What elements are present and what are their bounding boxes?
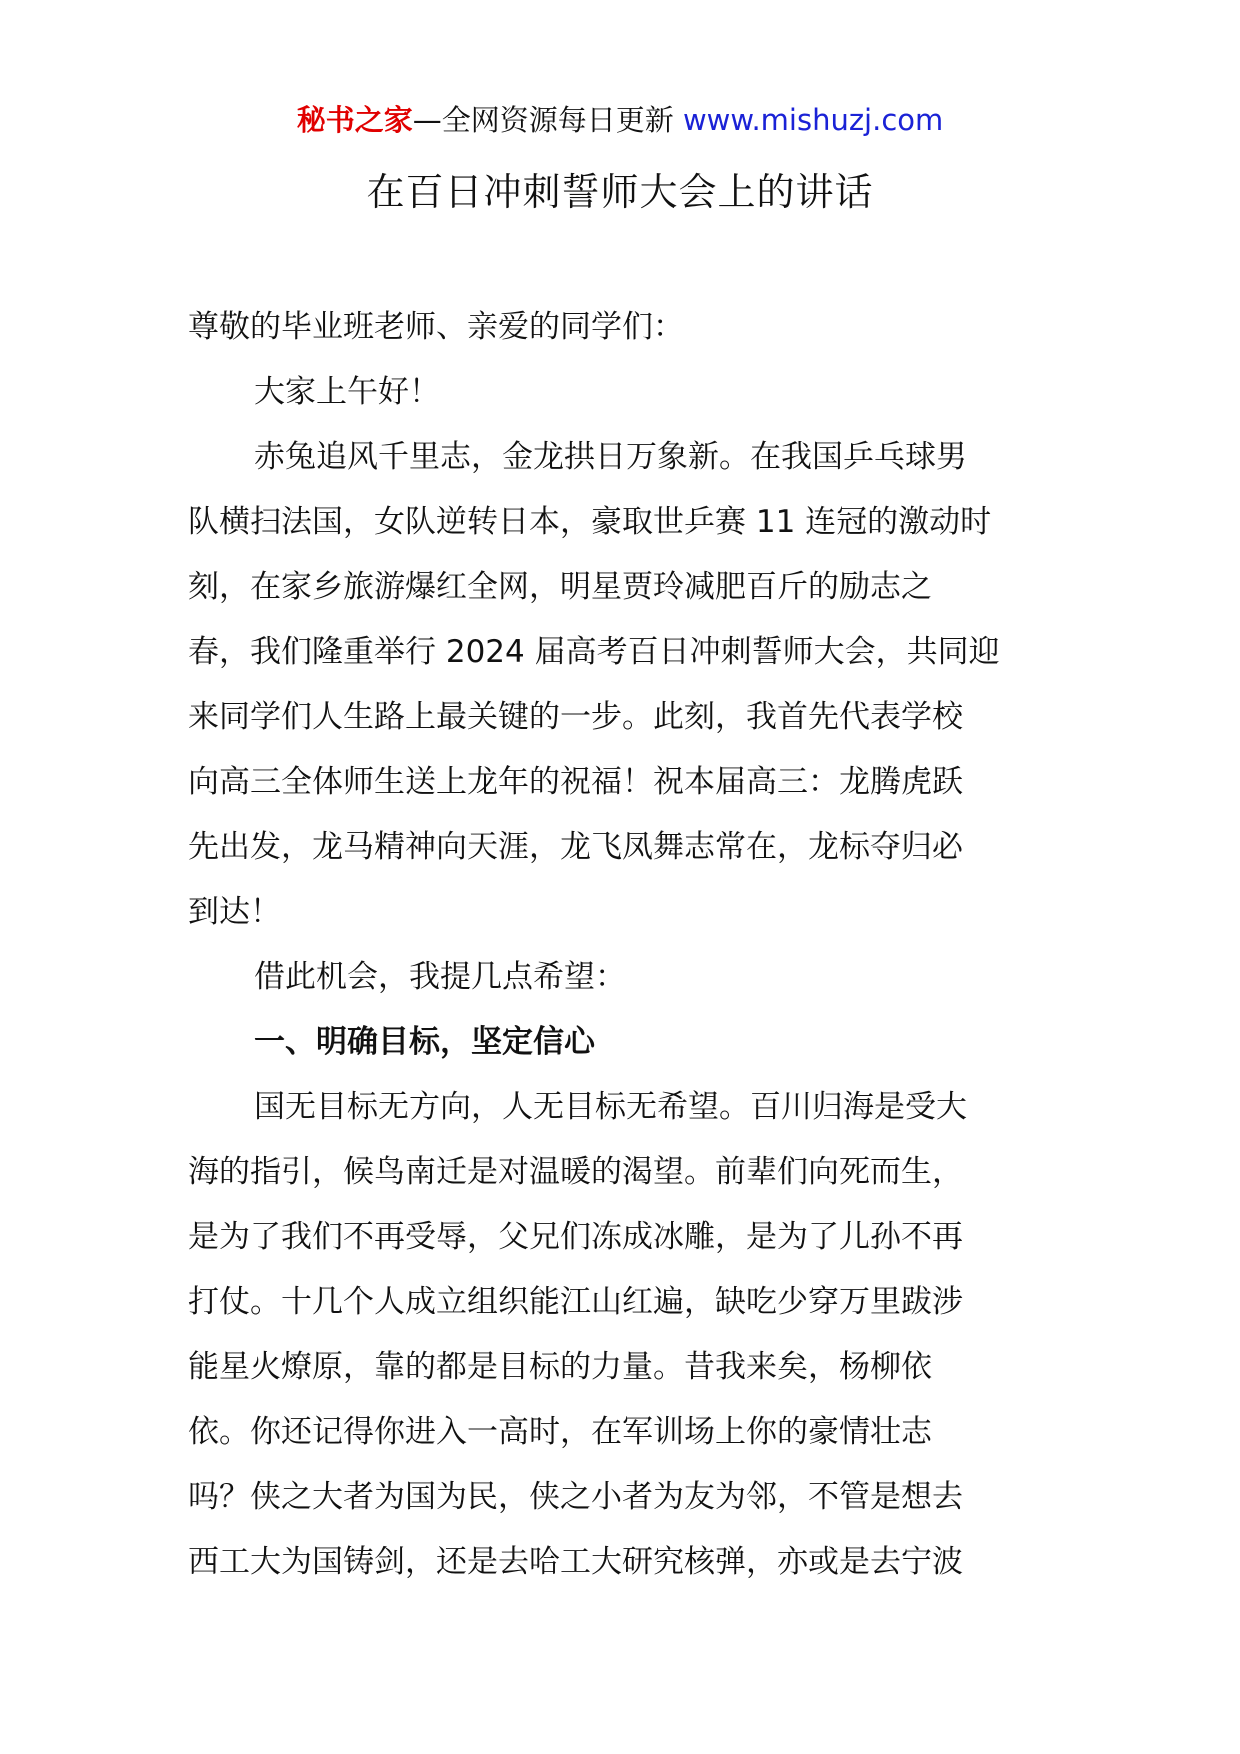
- paragraph-opening: [188, 425, 1054, 945]
- paragraph-line: 赤兔追风千里志，金龙拱日万象新。在我国乒乓球男: [254, 439, 967, 475]
- paragraph-line: 打仗。十几个人成立组织能江山红遍，缺吃少穿万里跋涉: [188, 1284, 963, 1320]
- paragraph-line: 吗？侠之大者为国为民，侠之小者为友为邻，不管是想去: [188, 1479, 963, 1515]
- paragraph-line: 依。你还记得你进入一高时，在军训场上你的豪情壮志: [188, 1414, 932, 1450]
- site-name: 秘书之家: [296, 103, 413, 137]
- paragraph-line: 春，我们隆重举行 2024 届高考百日冲刺誓师大会，共同迎: [188, 634, 1000, 670]
- site-tagline: —全网资源每日更新: [412, 103, 674, 137]
- paragraph-line: 向高三全体师生送上龙年的祝福！祝本届高三：龙腾虎跃: [188, 764, 963, 800]
- paragraph-line: 到达！: [188, 894, 281, 930]
- paragraph-goals: [188, 1075, 1054, 1595]
- paragraph-line: 海的指引，候鸟南迁是对温暖的渴望。前辈们向死而生，: [188, 1154, 963, 1190]
- salutation: 尊敬的毕业班老师、亲爱的同学们：: [188, 309, 684, 345]
- document-title: 在百日冲刺誓师大会上的讲话: [366, 170, 874, 214]
- section-heading: 一、明确目标，坚定信心: [254, 1024, 595, 1060]
- paragraph-line: 国无目标无方向，人无目标无希望。百川归海是受大: [254, 1089, 967, 1125]
- paragraph-line: 西工大为国铸剑，还是去哈工大研究核弹，亦或是去宁波: [188, 1544, 963, 1580]
- greeting: 大家上午好！: [254, 374, 440, 410]
- document-body: [188, 295, 1054, 1595]
- paragraph-line: 能星火燎原，靠的都是目标的力量。昔我来矣，杨柳依: [188, 1349, 932, 1385]
- paragraph-line: 刻，在家乡旅游爆红全网，明星贾玲减肥百斤的励志之: [188, 569, 932, 605]
- paragraph-line: 来同学们人生路上最关键的一步。此刻，我首先代表学校: [188, 699, 963, 735]
- intro-hopes: 借此机会，我提几点希望：: [254, 959, 626, 995]
- paragraph-line: 先出发，龙马精神向天涯，龙飞凤舞志常在，龙标夺归必: [188, 829, 963, 865]
- paragraph-line: 队横扫法国，女队逆转日本，豪取世乒赛 11 连冠的激动时: [188, 504, 992, 540]
- paragraph-line: 是为了我们不再受辱，父兄们冻成冰雕，是为了儿孙不再: [188, 1219, 963, 1255]
- site-header: [0, 100, 1240, 140]
- site-url-link[interactable]: www.mishuzj.com: [682, 103, 944, 137]
